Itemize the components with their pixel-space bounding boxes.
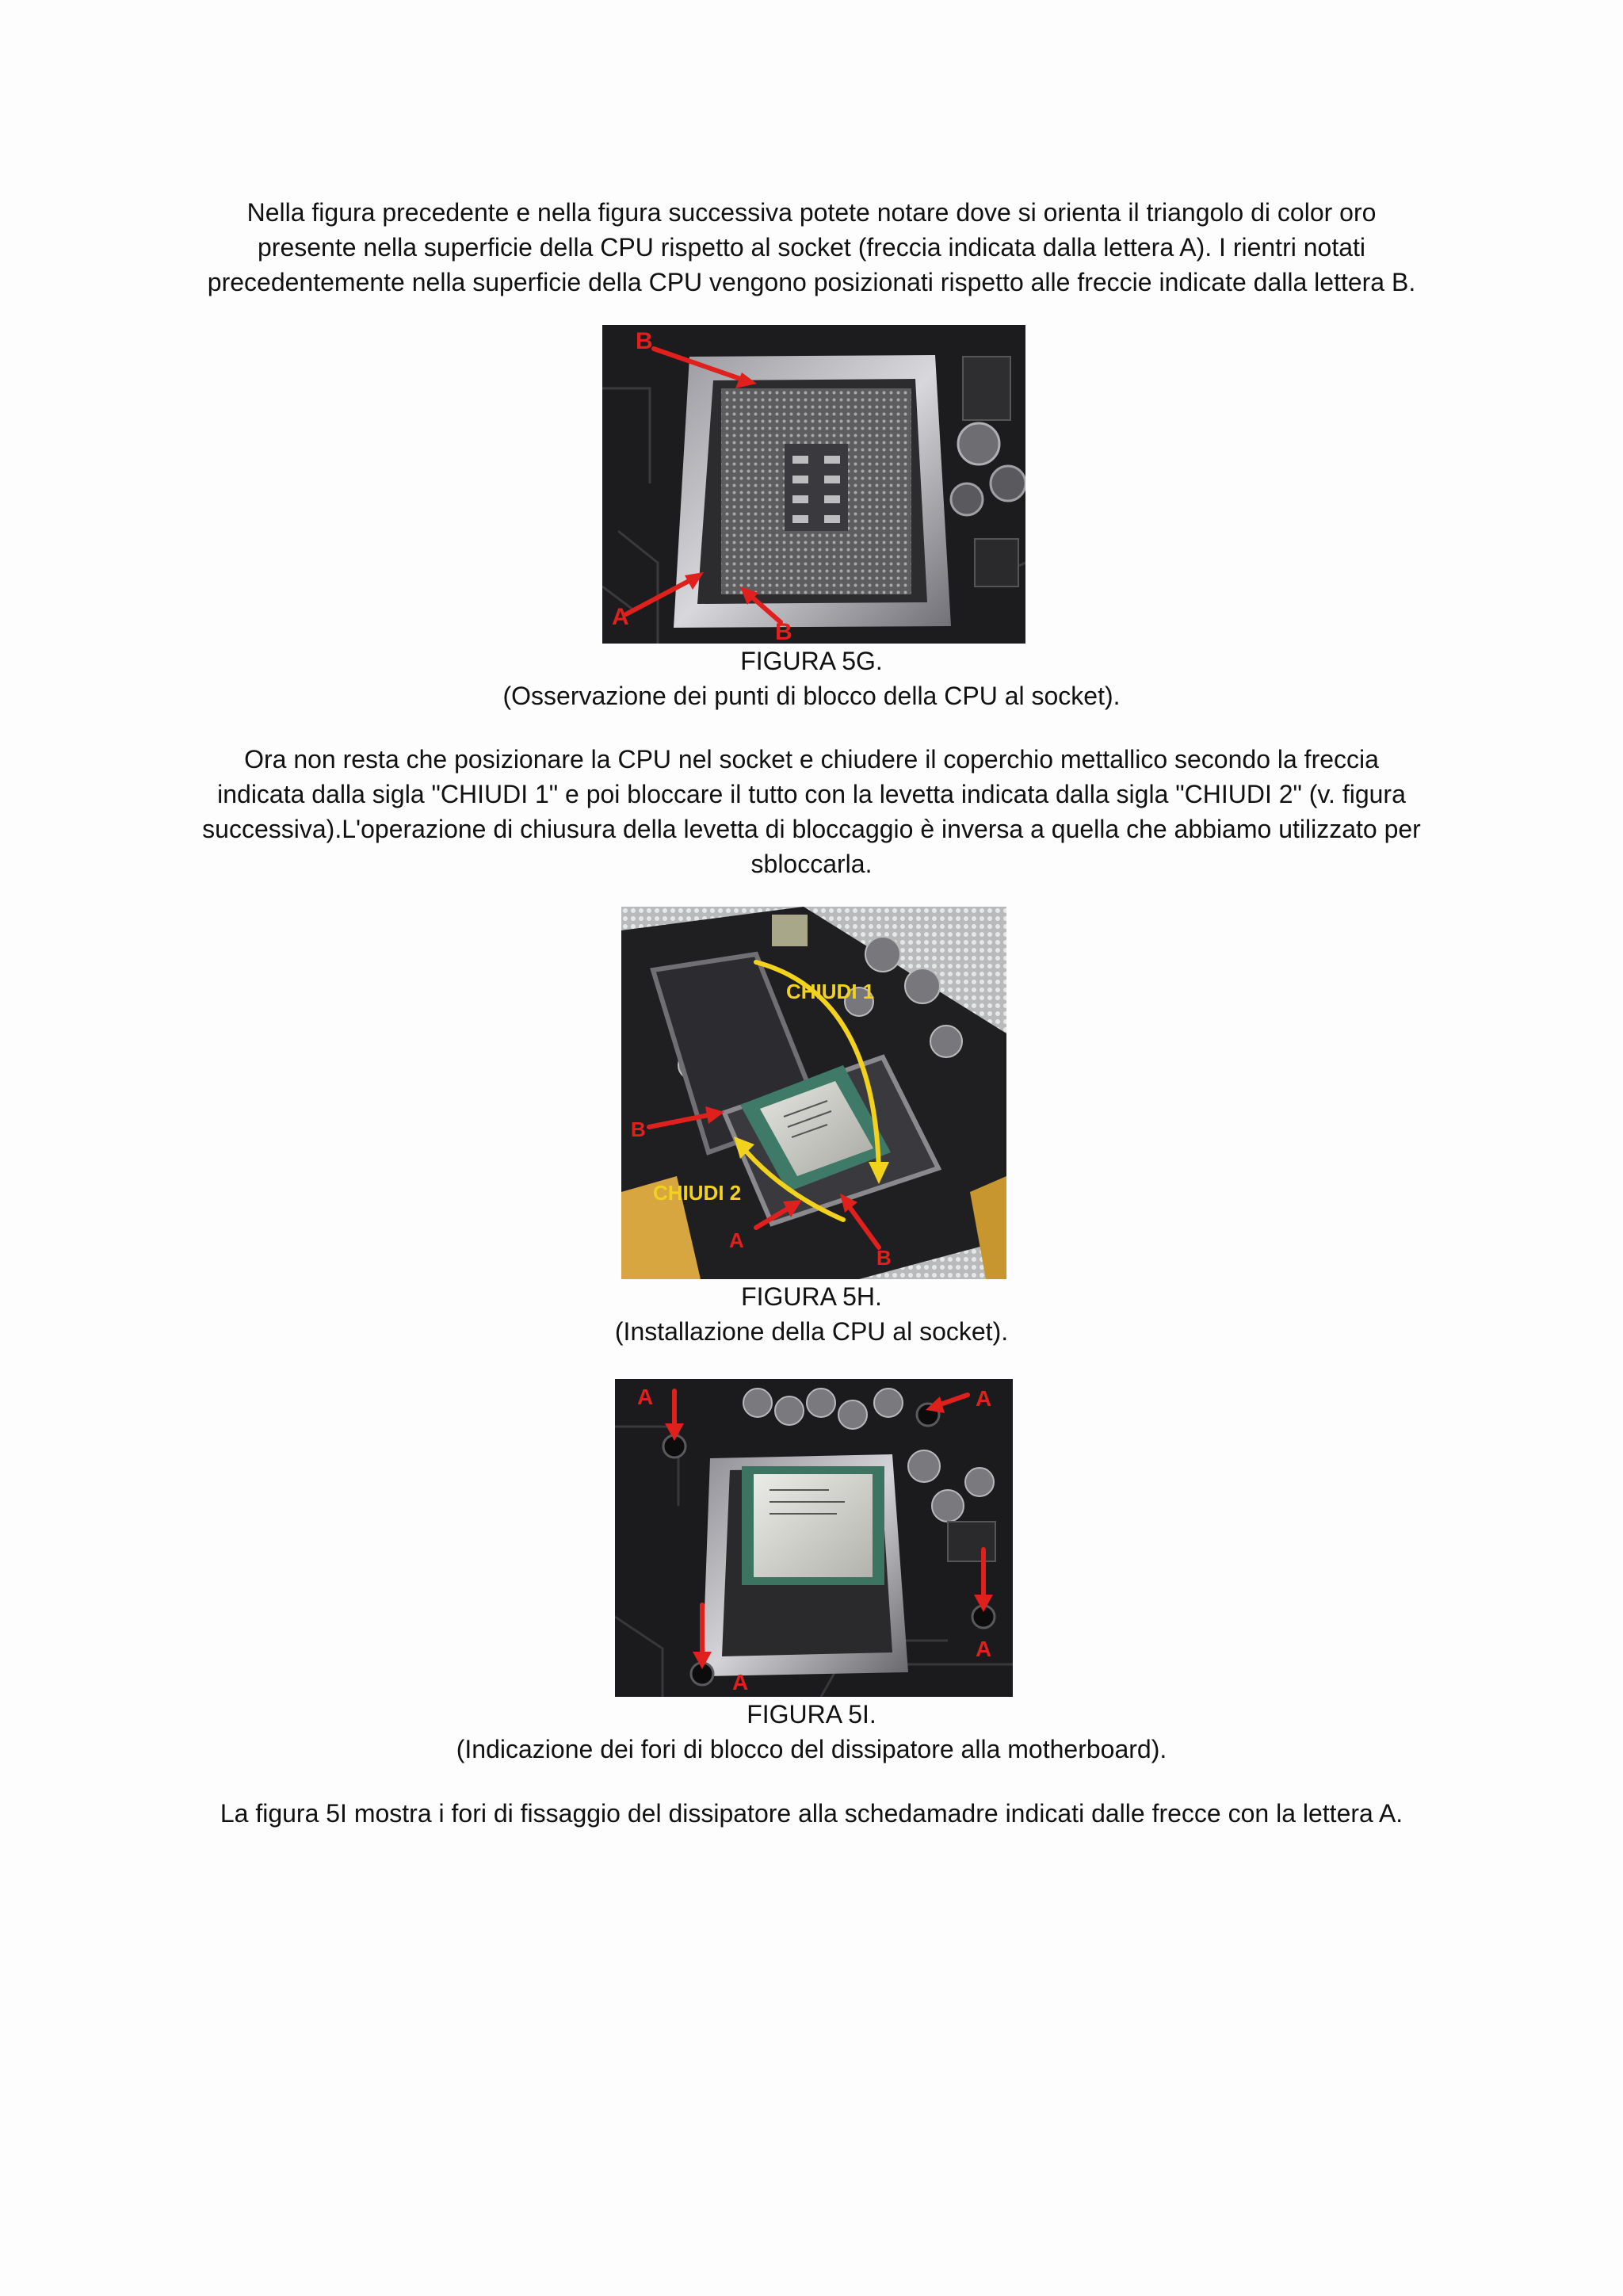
figure-5i-title: FIGURA 5I. bbox=[747, 1700, 876, 1729]
figure-5g-description: (Osservazione dei punti di blocco della CPU al socket). bbox=[502, 682, 1121, 710]
intro-paragraph bbox=[0, 195, 1623, 300]
middle-line-1: Ora non resta che posizionare la CPU nel socket e chiudere il coperchio mettallico secondo la freccia bbox=[244, 745, 1379, 774]
figure-5h-description: (Installazione della CPU al socket). bbox=[614, 1317, 1009, 1346]
label-5g-b-top: B bbox=[636, 328, 653, 354]
figure-5h-title: FIGURA 5H. bbox=[741, 1282, 882, 1311]
label-5h-a: A bbox=[729, 1228, 744, 1252]
label-5g-a: A bbox=[612, 604, 629, 630]
label-5h-chiudi-1: CHIUDI 1 bbox=[786, 980, 875, 1003]
intro-line-2: presente nella superficie della CPU rispetto al socket (freccia indicata dalla lettera A). I rientri notati bbox=[257, 233, 1365, 262]
middle-line-4: sbloccarla. bbox=[750, 850, 873, 878]
label-5i-a-top-left: A bbox=[637, 1385, 654, 1409]
closing-paragraph bbox=[0, 1796, 1623, 1831]
intro-line-1: Nella figura precedente e nella figura successiva potete notare dove si orienta il triangolo di color oro bbox=[246, 198, 1377, 227]
figure-5g-title: FIGURA 5G. bbox=[740, 647, 883, 675]
label-5g-b-bottom: B bbox=[775, 619, 792, 644]
label-5h-b-left: B bbox=[631, 1117, 646, 1141]
label-5i-a-bottom-right: A bbox=[976, 1637, 992, 1661]
middle-paragraph bbox=[0, 742, 1623, 881]
label-5h-chiudi-2: CHIUDI 2 bbox=[653, 1181, 742, 1205]
figure-5g-caption bbox=[0, 644, 1623, 713]
middle-line-3: successiva).L'operazione di chiusura della levetta di bloccaggio è inversa a quella che abbiamo utilizzato per bbox=[202, 815, 1421, 843]
label-5h-b-right: B bbox=[876, 1246, 892, 1270]
closing-line: La figura 5I mostra i fori di fissaggio del dissipatore alla schedamadre indicati dalle frecce con la lettera A. bbox=[220, 1799, 1403, 1828]
figure-5i-photo bbox=[615, 1379, 1013, 1697]
middle-line-2: indicata dalla sigla "CHIUDI 1" e poi bloccare il tutto con la levetta indicata dalla sigla "CHIUDI 2" (v. figura bbox=[217, 780, 1406, 808]
figure-5i-description: (Indicazione dei fori di blocco del dissipatore alla motherboard). bbox=[456, 1735, 1167, 1763]
intro-line-3: precedentemente nella superficie della CPU vengono posizionati rispetto alle freccie indicate dalla lettera B. bbox=[207, 268, 1416, 296]
figure-5h-photo bbox=[621, 907, 1006, 1279]
figure-5h-caption bbox=[0, 1279, 1623, 1349]
figure-5g-photo bbox=[602, 325, 1025, 644]
label-5i-a-top-right: A bbox=[976, 1386, 992, 1411]
figure-5i-caption bbox=[0, 1697, 1623, 1767]
label-5i-a-bottom-left: A bbox=[732, 1670, 749, 1694]
